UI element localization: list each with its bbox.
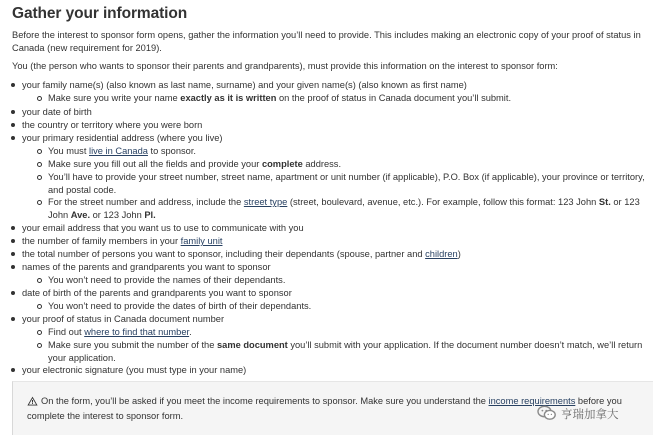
- sub-item-street-type: For the street number and address, include the street type (street, boulevard, avenue, etc.). For example, follow this format: 123 John St. or 123 John Ave. or 123 John Pl.: [48, 196, 648, 221]
- bullet: [11, 252, 15, 256]
- notice-text: On the form, you’ll be asked if you meet the income requirements to sponsor. Make sure you understand the income requirements before you complete the interest to sponsor form.: [27, 396, 622, 421]
- where-to-find-number-link[interactable]: where to find that number: [84, 327, 190, 337]
- sub-bullet: [37, 162, 42, 167]
- sub-bullet: [37, 175, 42, 180]
- bullet: [11, 239, 15, 243]
- sub-item-dates-dependants: You won’t need to provide the dates of birth of their dependants.: [48, 300, 648, 313]
- list-item-name: your family name(s) (also known as last name, surname) and your given name(s) (also known as first name): [22, 79, 647, 92]
- watermark: [537, 404, 619, 424]
- intro-paragraph: Before the interest to sponsor form opens, gather the information you’ll need to provide. This includes making an electronic copy of your proof of status in Canada (new requirement for 2019).: [12, 30, 641, 53]
- sub-item-address-fields: You’ll have to provide your street number, street name, apartment or unit number (if applicable), P.O. Box (if applicable), your province or territory, and postal code.: [48, 171, 648, 196]
- sub-item-find-number: Find out where to find that number.: [48, 326, 648, 339]
- list-item-signature: your electronic signature (you must type in your name): [22, 364, 647, 377]
- list-item-email: your email address that you want us to use to communicate with you: [22, 222, 647, 235]
- list-item-family-unit: the number of family members in your family unit: [22, 235, 647, 248]
- sub-item-names-dependants: You won’t need to provide the names of their dependants.: [48, 274, 648, 287]
- sub-item-live-in-canada: You must live in Canada to sponsor.: [48, 145, 648, 158]
- list-item-dates-parents: date of birth of the parents and grandparents you want to sponsor: [22, 287, 647, 300]
- bullet: [11, 368, 15, 372]
- bullet: [11, 291, 15, 295]
- sub-bullet: [37, 278, 42, 283]
- sub-item-same-document: Make sure you submit the number of the same document you’ll submit with your application. If the document number doesn’t match, we’ll return your application.: [48, 339, 648, 364]
- watermark-text: 亨瑞加拿大: [561, 409, 619, 421]
- list-item-dob: your date of birth: [22, 106, 647, 119]
- live-in-canada-link[interactable]: live in Canada: [89, 146, 148, 156]
- sub-item-name-exact: Make sure you write your name exactly as it is written on the proof of status in Canada document you’ll submit.: [48, 92, 648, 105]
- wechat-icon: [537, 405, 557, 424]
- sub-bullet: [37, 149, 42, 154]
- list-item-address: your primary residential address (where you live): [22, 132, 647, 145]
- bullet: [11, 83, 15, 87]
- sub-bullet: [37, 304, 42, 309]
- bullet: [11, 317, 15, 321]
- list-item-proof-of-status: your proof of status in Canada document number: [22, 313, 647, 326]
- children-link[interactable]: children: [425, 249, 458, 259]
- list-item-country: the country or territory where you were born: [22, 119, 647, 132]
- sub-bullet: [37, 343, 42, 348]
- warning-icon: [27, 396, 38, 410]
- bullet: [11, 123, 15, 127]
- bullet: [11, 226, 15, 230]
- list-item-names-parents: names of the parents and grandparents you want to sponsor: [22, 261, 647, 274]
- list-item-persons: the total number of persons you want to sponsor, including their dependants (spouse, partner and children): [22, 248, 647, 261]
- street-type-link[interactable]: street type: [243, 197, 288, 207]
- family-unit-link[interactable]: family unit: [180, 236, 223, 246]
- bullet: [11, 265, 15, 269]
- page-title: Gather your information: [12, 5, 188, 22]
- sub-bullet: [37, 96, 42, 101]
- sub-bullet: [37, 200, 42, 205]
- bullet: [11, 110, 15, 114]
- sub-item-complete-address: Make sure you fill out all the fields and provide your complete address.: [48, 158, 648, 171]
- sub-bullet: [37, 330, 42, 335]
- income-requirements-link[interactable]: income requirements: [488, 396, 576, 406]
- bullet: [11, 136, 15, 140]
- lead-paragraph: You (the person who wants to sponsor their parents and grandparents), must provide this information on the interest to sponsor form:: [12, 61, 558, 71]
